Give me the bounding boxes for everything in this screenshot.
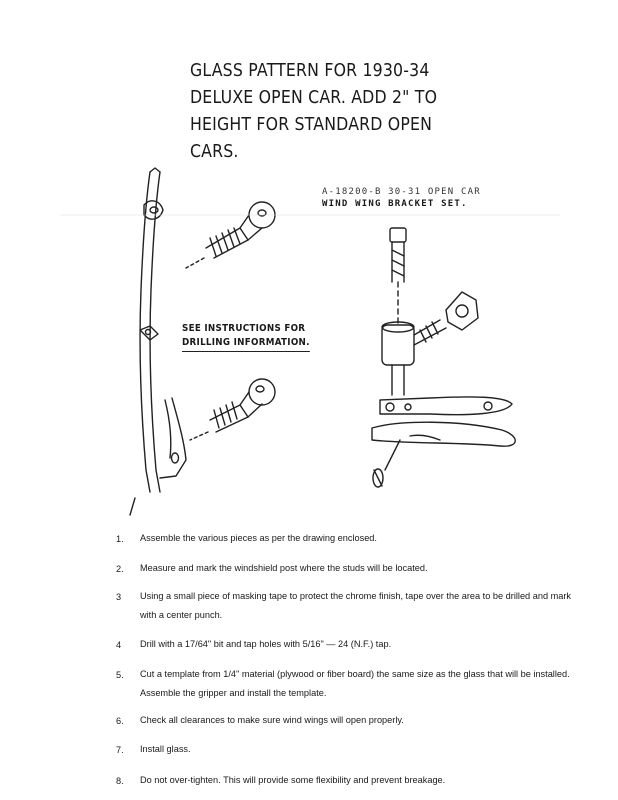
eye-bolt-lower	[190, 379, 275, 440]
step-text: Assemble the various pieces as per the drawing enclosed.	[140, 533, 377, 543]
step-number: 8.	[116, 776, 124, 786]
heading-line: CARS.	[190, 142, 239, 162]
step-number: 7.	[116, 745, 124, 755]
heading-line: HEIGHT FOR STANDARD OPEN	[190, 115, 433, 135]
step-text: Do not over-tighten. This will provide some flexibility and prevent breakage.	[140, 775, 446, 785]
eye-bolt-upper	[186, 202, 275, 268]
instruction-step	[116, 592, 576, 625]
step-number: 3	[116, 592, 122, 602]
windshield-post-drawing	[130, 168, 186, 515]
heading-line: GLASS PATTERN FOR 1930-34	[190, 61, 430, 81]
instruction-step	[116, 564, 576, 578]
step-text: Cut a template from 1/4" material (plywood or fiber board) the same size as the glass that will be installed. Assemble the gripper and install the template.	[140, 669, 570, 698]
step-text: Install glass.	[140, 744, 191, 754]
instruction-step	[116, 640, 576, 654]
step-text: Check all clearances to make sure wind wings will open properly.	[140, 715, 404, 725]
part-number-label	[322, 186, 481, 210]
callout-line-1: SEE INSTRUCTIONS FOR	[182, 323, 306, 334]
part-description: WIND WING BRACKET SET.	[322, 199, 468, 209]
step-number: 5.	[116, 670, 124, 680]
drilling-callout	[182, 322, 310, 352]
step-text: Using a small piece of masking tape to protect the chrome finish, tape over the area to be drilled and mark with a center punch.	[140, 591, 572, 620]
instruction-step	[116, 716, 576, 730]
step-text: Drill with a 17/64" bit and tap holes with 5/16" — 24 (N.F.) tap.	[140, 639, 392, 649]
heading-line: DELUXE OPEN CAR. ADD 2" TO	[190, 88, 438, 108]
instruction-step	[116, 534, 576, 548]
instruction-step	[116, 776, 576, 790]
instruction-step	[116, 745, 576, 759]
bracket-assembly-drawing	[372, 228, 515, 487]
step-number: 2.	[116, 564, 124, 574]
part-number: A-18200-B 30-31 OPEN CAR	[322, 187, 481, 197]
step-number: 4	[116, 640, 122, 650]
step-number: 1.	[116, 534, 124, 544]
instruction-step	[116, 670, 576, 703]
step-text: Measure and mark the windshield post where the studs will be located.	[140, 563, 428, 573]
callout-line-2: DRILLING INFORMATION.	[182, 336, 310, 352]
step-number: 6.	[116, 716, 124, 726]
